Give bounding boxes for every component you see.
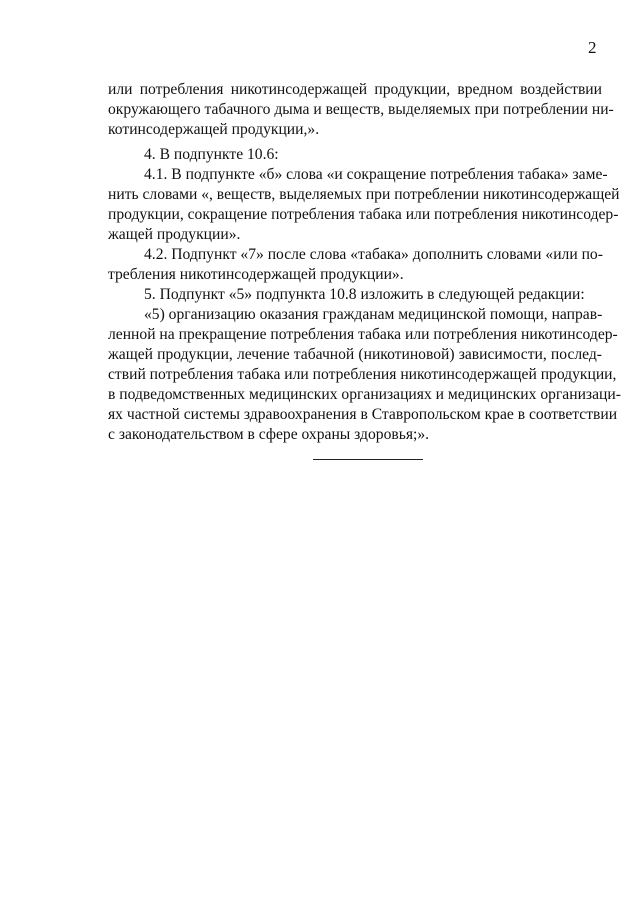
text-line: 4.1. В подпункте «б» слова «и сокращение потребления табака» заме- bbox=[144, 166, 608, 183]
end-divider-line bbox=[313, 459, 423, 460]
section-heading: 5. Подпункт «5» подпункта 10.8 изложить в следующей редакции: bbox=[144, 286, 585, 303]
text-line: продукции, сокращение потребления табака или потребления никотинсодер- bbox=[108, 206, 619, 223]
section-4 bbox=[108, 145, 620, 285]
text-line: жащей продукции, лечение табачной (никотиновой) зависимости, послед- bbox=[108, 346, 602, 363]
section-heading: 4. В подпункте 10.6: bbox=[144, 146, 279, 163]
paragraph-continuation bbox=[108, 80, 614, 140]
text-line: ях частной системы здравоохранения в Ставропольском крае в соответствии bbox=[108, 406, 618, 423]
text-line: в подведомственных медицинских организациях и медицинских организаци- bbox=[108, 386, 621, 403]
text-line: котинсодержащей продукции,». bbox=[108, 121, 320, 138]
text-line: 4.2. Подпункт «7» после слова «табака» дополнить словами «или по- bbox=[144, 246, 603, 263]
text-line: нить словами «, веществ, выделяемых при потреблении никотинсодержащей bbox=[108, 186, 620, 203]
text-line: «5) организацию оказания гражданам медицинской помощи, направ- bbox=[144, 306, 603, 323]
text-line: ствий потребления табака или потребления никотинсодержащей продукции, bbox=[108, 366, 617, 383]
page-number: 2 bbox=[588, 38, 597, 57]
text-line: с законодательством в сфере охраны здоровья;». bbox=[108, 426, 430, 443]
text-line: требления никотинсодержащей продукции». bbox=[108, 266, 404, 283]
text-line: жащей продукции». bbox=[108, 226, 241, 243]
text-line: окружающего табачного дыма и веществ, выделяемых при потреблении ни- bbox=[108, 101, 614, 118]
text-line: или потребления никотинсодержащей продукции, вредном воздействии bbox=[108, 81, 602, 98]
section-5 bbox=[108, 285, 621, 445]
text-line: ленной на прекращение потребления табака или потребления никотинсодер- bbox=[108, 326, 618, 343]
